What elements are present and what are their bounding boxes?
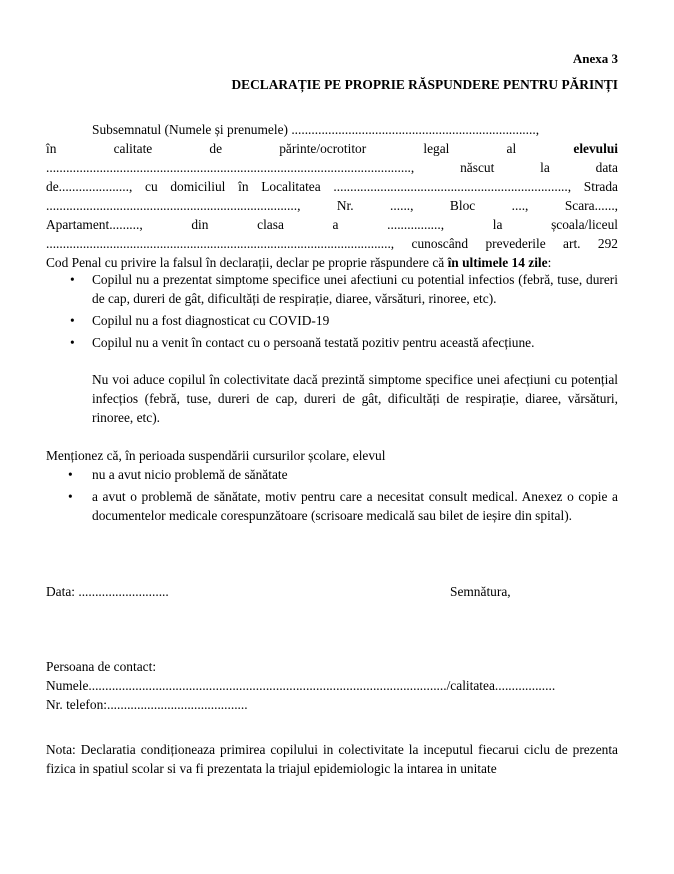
capacity-line: în calitate de părinte/ocrotitor legal al elevului [46, 141, 619, 156]
declarant-details [46, 120, 618, 272]
student-name-line: ............................................................................................................., născut la data [46, 160, 618, 175]
bullet-icon: • [68, 489, 73, 504]
birth-date-locality-field[interactable]: de....................., cu domiciliul în Localitatea ......................................................................, Strada [46, 179, 618, 194]
street-field[interactable]: ..........................................................................., [46, 198, 301, 213]
school-field[interactable]: ......................................................................................................., [46, 236, 395, 251]
student-name-field[interactable]: ............................................................................................................., [46, 160, 415, 175]
statement-item: • Copilul nu a venit în contact cu o persoană testată pozitiv pentru această afecțiune. [70, 335, 535, 350]
penal-code-line: Cod Penal cu privire la falsul în declarații, declar pe proprie răspundere că în ultimele 14 zile: [46, 255, 552, 270]
bullet-icon: • [68, 467, 73, 482]
street-line: ..........................................................................., Nr. ......, Bloc ...., Scara......, [46, 198, 619, 213]
contact-name-field[interactable]: Numele.........................................................................................................../calitatea.................. [46, 678, 556, 693]
bullet-icon: • [70, 313, 75, 328]
name-line [46, 120, 618, 139]
health-option[interactable]: • nu a avut nicio problemă de sănătate [68, 467, 288, 482]
contact-section [46, 657, 618, 714]
birth-address-line [46, 177, 618, 196]
health-option[interactable]: • a avut o problemă de sănătate, motiv pentru care a necesitat consult medical. Anexez o copie a documentelor medicale corespunzătoare (scrisoare medicală sau bilet de ieșire din spital). [68, 489, 618, 523]
bullet-icon: • [70, 272, 75, 287]
contact-phone-field[interactable]: Nr. telefon:.......................................... [46, 697, 248, 712]
name-field[interactable]: Subsemnatul (Numele și prenumele) ........................................................................., [92, 122, 540, 137]
date-field[interactable]: Data: ........................... [46, 584, 169, 599]
suspension-section [46, 446, 618, 526]
contact-heading: Persoana de contact: [46, 659, 157, 674]
annex-label: Anexa 3 [572, 51, 618, 66]
statement-item: • Copilul nu a fost diagnosticat cu COVID-19 [70, 313, 330, 328]
symptom-statements [46, 270, 618, 353]
statement-item: • Copilul nu a prezentat simptome specifice unei afectiuni cu potential infectios (febră, tuse, dureri de cap, dureri de gât, dificultăți de respirație, diaree, vărsături, rinoree, etc). [70, 272, 618, 306]
bullet-icon: • [70, 335, 75, 350]
apartment-line: Apartament........., din clasa a ................, la școala/liceul [46, 217, 618, 232]
suspension-intro: Menționez că, în perioada suspendării cursurilor școlare, elevul [46, 448, 386, 463]
document-title: DECLARAȚIE PE PROPRIE RĂSPUNDERE PENTRU PĂRINȚI [231, 77, 618, 92]
note-paragraph: Nota: Declaratia condiționeaza primirea copilului in colectivitate la inceputul fiecarui ciclu de prezenta fizica in spatiul scolar si va fi prezentata la triajul epidemiologic la intarea in unitate [46, 742, 618, 776]
signature-label: Semnătura, [450, 584, 511, 599]
school-line: ......................................................................................................., cunoscând prevederile art. 292 [46, 236, 618, 251]
warning-paragraph: Nu voi aduce copilul în colectivitate dacă prezintă simptome specifice unei afecțiuni cu potențial infecțios (febră, tuse, dureri de cap, dureri de gât, dificultăți de respirație, diaree, vărsături, rinoree, etc). [92, 372, 618, 425]
